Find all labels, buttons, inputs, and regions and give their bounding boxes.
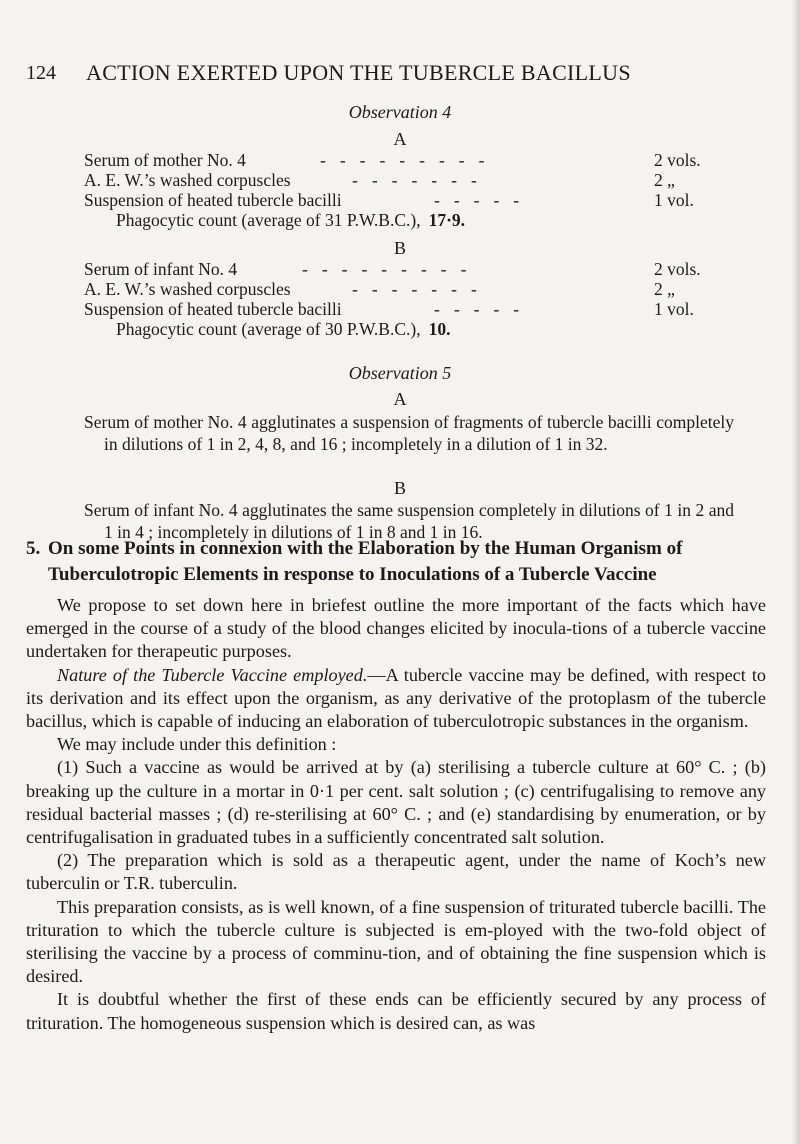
row-label: Suspension of heated tubercle bacilli bbox=[84, 190, 342, 210]
section-title: On some Points in connexion with the Elaboration by the Human Organism of Tuberculotropic Elements in response to Inoculations of a Tubercle Vaccine bbox=[48, 538, 683, 585]
paragraph-item-2: (2) The preparation which is sold as a therapeutic agent, under the name of Koch’s new tuberculin or T.R. tuberculin. bbox=[26, 850, 766, 894]
row-label: Serum of mother No. 4 bbox=[84, 150, 246, 170]
paragraph-item-1: (1) Such a vaccine as would be arrived at by (a) sterilising a tubercle culture at 60° C. ; (b) breaking up the culture in a mortar in 0·1 per cent. salt solution ; (c) centrifugalising to remove any residual bacterial masses ; (d) re-sterilising at 60° C. ; and (e) standardising by enumeration, or by centrifugalisation in graduated tubes in a sufficiently concentrated salt solution. bbox=[26, 757, 766, 848]
paragraph-definition: We may include under this definition : bbox=[57, 734, 337, 755]
observation-4-a-label: A bbox=[393, 129, 407, 149]
paragraph-preparation: This preparation consists, as is well known, of a fine suspension of triturated tubercle bacilli. The trituration to which the tubercle culture is subjected is em-ployed with the two-fold object of sterilising the vaccine by a process of comminu-tion, and of obtaining the fine suspension which is desired. bbox=[26, 896, 766, 987]
row-value: 2 „ bbox=[654, 170, 675, 190]
paragraph-nature bbox=[26, 664, 766, 734]
paragraph-nature-text: —A tubercle vaccine may be defined, with respect to its derivation and its effect upon the organism, as any derivative of the protoplasm of the tubercle bacillus, which is capable of inducing an elaboration of tuberculotropic substances in the organism. bbox=[26, 664, 767, 732]
row-value: 2 „ bbox=[654, 279, 675, 299]
phagocytic-label: Phagocytic count (average of 31 P.W.B.C.), bbox=[116, 210, 421, 230]
row-value: 1 vol. bbox=[654, 190, 694, 210]
row-label: Suspension of heated tubercle bacilli bbox=[84, 299, 342, 319]
paragraph-trituration: It is doubtful whether the first of these ends can be efficiently secured by any process of trituration. The homogeneous suspension which is desired can, as was bbox=[26, 989, 766, 1033]
row-value: 2 vols. bbox=[654, 150, 701, 170]
running-title: ACTION EXERTED UPON THE TUBERCLE BACILLUS bbox=[86, 60, 631, 85]
phagocytic-label: Phagocytic count (average of 30 P.W.B.C.), bbox=[116, 319, 421, 339]
observation-5-b-label: B bbox=[393, 478, 406, 498]
leader-dots: --------- bbox=[302, 259, 481, 279]
page-edge bbox=[792, 0, 800, 1144]
obs4-b-phagocytic-count bbox=[116, 319, 450, 340]
row-label: A. E. W.’s washed corpuscles bbox=[84, 279, 291, 299]
observation-5-b-text: Serum of infant No. 4 agglutinates the same suspension completely in dilutions of 1 in 2 and 1 in 4 ; incompletely in dilutions of 1 in 8 and 1 in 16. bbox=[84, 500, 734, 542]
phagocytic-value: 17·9. bbox=[428, 210, 466, 230]
page-number: 124 bbox=[26, 62, 56, 84]
row-value: 2 vols. bbox=[654, 259, 701, 279]
row-label: Serum of infant No. 4 bbox=[84, 259, 238, 279]
run-in-heading: Nature of the Tubercle Vaccine employed. bbox=[57, 664, 368, 685]
leader-dots: ------- bbox=[352, 279, 491, 299]
observation-5-a-label: A bbox=[393, 389, 407, 409]
obs4-a-phagocytic-count bbox=[116, 210, 465, 231]
row-value: 1 vol. bbox=[654, 299, 694, 319]
body-text bbox=[26, 594, 766, 1035]
paragraph-intro: We propose to set down here in briefest outline the more important of the facts which have emerged in the course of a study of the blood changes elicited by inocula-tions of a tubercle vaccine undertaken for therapeutic purposes. bbox=[26, 595, 766, 662]
page-header bbox=[26, 62, 726, 92]
leader-dots: ----- bbox=[434, 190, 534, 210]
observation-5-title: Observation 5 bbox=[348, 363, 452, 383]
observation-5-a-text: Serum of mother No. 4 agglutinates a suspension of fragments of tubercle bacilli completely in dilutions of 1 in 2, 4, 8, and 16 ; incompletely in a dilution of 1 in 32. bbox=[84, 412, 734, 454]
observation-4-title: Observation 4 bbox=[348, 102, 452, 122]
leader-dots: ------- bbox=[352, 170, 491, 190]
phagocytic-value: 10. bbox=[428, 319, 451, 339]
observation-4-b-label: B bbox=[393, 238, 406, 258]
leader-dots: --------- bbox=[320, 150, 499, 170]
leader-dots: ----- bbox=[434, 299, 534, 319]
section-number: 5. bbox=[26, 538, 41, 559]
row-label: A. E. W.’s washed corpuscles bbox=[84, 170, 291, 190]
